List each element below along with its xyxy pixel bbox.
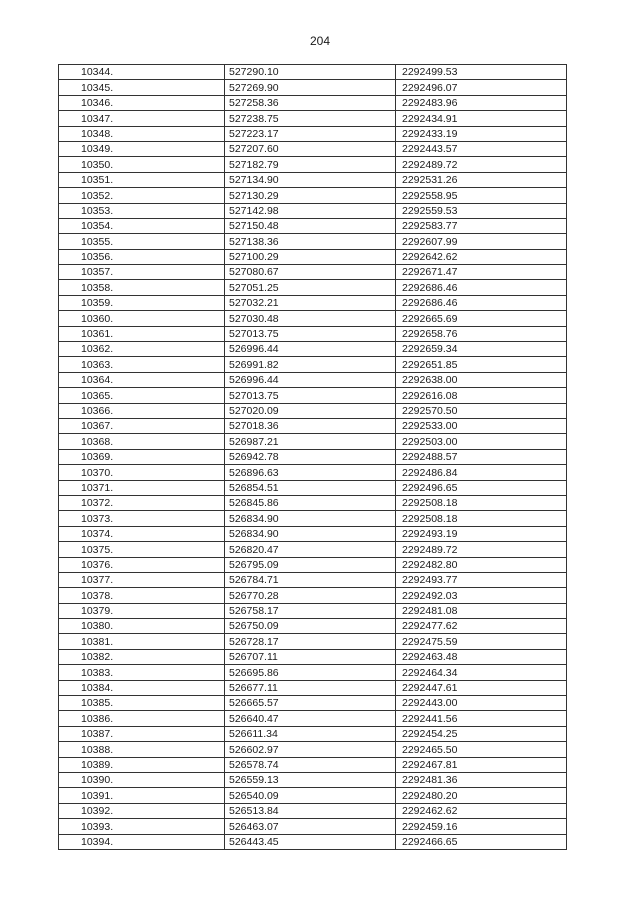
x-coordinate-cell: 527138.36 xyxy=(225,234,396,249)
point-number-cell: 10367. xyxy=(59,418,225,433)
point-number-cell: 10355. xyxy=(59,234,225,249)
y-coordinate-cell: 2292496.07 xyxy=(396,80,567,95)
point-number-cell: 10349. xyxy=(59,141,225,156)
x-coordinate-cell: 526770.28 xyxy=(225,588,396,603)
point-number-cell: 10392. xyxy=(59,803,225,818)
point-number-cell: 10380. xyxy=(59,619,225,634)
coordinates-table xyxy=(58,64,567,850)
x-coordinate-cell: 526834.90 xyxy=(225,511,396,526)
table-row xyxy=(59,80,567,95)
table-row xyxy=(59,65,567,80)
point-number-cell: 10373. xyxy=(59,511,225,526)
point-number-cell: 10394. xyxy=(59,834,225,849)
table-row xyxy=(59,649,567,664)
y-coordinate-cell: 2292583.77 xyxy=(396,218,567,233)
y-coordinate-cell: 2292558.95 xyxy=(396,188,567,203)
table-row xyxy=(59,157,567,172)
point-number-cell: 10358. xyxy=(59,280,225,295)
point-number-cell: 10365. xyxy=(59,388,225,403)
table-row xyxy=(59,203,567,218)
table-row xyxy=(59,188,567,203)
y-coordinate-cell: 2292503.00 xyxy=(396,434,567,449)
x-coordinate-cell: 527238.75 xyxy=(225,111,396,126)
x-coordinate-cell: 527207.60 xyxy=(225,141,396,156)
y-coordinate-cell: 2292477.62 xyxy=(396,619,567,634)
y-coordinate-cell: 2292482.80 xyxy=(396,557,567,572)
table-row xyxy=(59,141,567,156)
x-coordinate-cell: 527032.21 xyxy=(225,295,396,310)
y-coordinate-cell: 2292481.36 xyxy=(396,772,567,787)
table-row xyxy=(59,403,567,418)
table-row xyxy=(59,619,567,634)
y-coordinate-cell: 2292533.00 xyxy=(396,418,567,433)
table-row xyxy=(59,418,567,433)
table-row xyxy=(59,372,567,387)
point-number-cell: 10346. xyxy=(59,95,225,110)
x-coordinate-cell: 526758.17 xyxy=(225,603,396,618)
point-number-cell: 10360. xyxy=(59,311,225,326)
point-number-cell: 10385. xyxy=(59,696,225,711)
x-coordinate-cell: 526896.63 xyxy=(225,465,396,480)
table-row xyxy=(59,480,567,495)
x-coordinate-cell: 526611.34 xyxy=(225,726,396,741)
y-coordinate-cell: 2292651.85 xyxy=(396,357,567,372)
table-row xyxy=(59,726,567,741)
x-coordinate-cell: 526942.78 xyxy=(225,449,396,464)
y-coordinate-cell: 2292671.47 xyxy=(396,265,567,280)
y-coordinate-cell: 2292480.20 xyxy=(396,788,567,803)
point-number-cell: 10372. xyxy=(59,495,225,510)
x-coordinate-cell: 527080.67 xyxy=(225,265,396,280)
point-number-cell: 10344. xyxy=(59,65,225,80)
y-coordinate-cell: 2292443.00 xyxy=(396,696,567,711)
x-coordinate-cell: 527223.17 xyxy=(225,126,396,141)
y-coordinate-cell: 2292531.26 xyxy=(396,172,567,187)
y-coordinate-cell: 2292559.53 xyxy=(396,203,567,218)
point-number-cell: 10382. xyxy=(59,649,225,664)
x-coordinate-cell: 527142.98 xyxy=(225,203,396,218)
table-row xyxy=(59,495,567,510)
x-coordinate-cell: 527051.25 xyxy=(225,280,396,295)
x-coordinate-cell: 526443.45 xyxy=(225,834,396,849)
y-coordinate-cell: 2292447.61 xyxy=(396,680,567,695)
table-row xyxy=(59,603,567,618)
table-row xyxy=(59,803,567,818)
y-coordinate-cell: 2292508.18 xyxy=(396,511,567,526)
point-number-cell: 10364. xyxy=(59,372,225,387)
point-number-cell: 10369. xyxy=(59,449,225,464)
x-coordinate-cell: 526996.44 xyxy=(225,342,396,357)
point-number-cell: 10345. xyxy=(59,80,225,95)
y-coordinate-cell: 2292607.99 xyxy=(396,234,567,249)
x-coordinate-cell: 526854.51 xyxy=(225,480,396,495)
y-coordinate-cell: 2292481.08 xyxy=(396,603,567,618)
point-number-cell: 10353. xyxy=(59,203,225,218)
y-coordinate-cell: 2292493.77 xyxy=(396,572,567,587)
table-row xyxy=(59,388,567,403)
x-coordinate-cell: 527290.10 xyxy=(225,65,396,80)
x-coordinate-cell: 527134.90 xyxy=(225,172,396,187)
point-number-cell: 10361. xyxy=(59,326,225,341)
table-row xyxy=(59,357,567,372)
x-coordinate-cell: 526513.84 xyxy=(225,803,396,818)
x-coordinate-cell: 526820.47 xyxy=(225,542,396,557)
table-row xyxy=(59,696,567,711)
table-row xyxy=(59,772,567,787)
table-row xyxy=(59,465,567,480)
x-coordinate-cell: 527150.48 xyxy=(225,218,396,233)
y-coordinate-cell: 2292658.76 xyxy=(396,326,567,341)
point-number-cell: 10389. xyxy=(59,757,225,772)
coordinates-table-body xyxy=(59,65,567,850)
x-coordinate-cell: 526728.17 xyxy=(225,634,396,649)
x-coordinate-cell: 527020.09 xyxy=(225,403,396,418)
point-number-cell: 10356. xyxy=(59,249,225,264)
table-row xyxy=(59,542,567,557)
y-coordinate-cell: 2292483.96 xyxy=(396,95,567,110)
x-coordinate-cell: 526540.09 xyxy=(225,788,396,803)
y-coordinate-cell: 2292459.16 xyxy=(396,819,567,834)
y-coordinate-cell: 2292508.18 xyxy=(396,495,567,510)
point-number-cell: 10357. xyxy=(59,265,225,280)
x-coordinate-cell: 526987.21 xyxy=(225,434,396,449)
x-coordinate-cell: 526707.11 xyxy=(225,649,396,664)
x-coordinate-cell: 526559.13 xyxy=(225,772,396,787)
x-coordinate-cell: 526845.86 xyxy=(225,495,396,510)
point-number-cell: 10390. xyxy=(59,772,225,787)
table-row xyxy=(59,265,567,280)
point-number-cell: 10379. xyxy=(59,603,225,618)
table-row xyxy=(59,280,567,295)
x-coordinate-cell: 526695.86 xyxy=(225,665,396,680)
table-row xyxy=(59,218,567,233)
point-number-cell: 10348. xyxy=(59,126,225,141)
x-coordinate-cell: 526602.97 xyxy=(225,742,396,757)
point-number-cell: 10371. xyxy=(59,480,225,495)
x-coordinate-cell: 526795.09 xyxy=(225,557,396,572)
y-coordinate-cell: 2292441.56 xyxy=(396,711,567,726)
point-number-cell: 10387. xyxy=(59,726,225,741)
y-coordinate-cell: 2292475.59 xyxy=(396,634,567,649)
x-coordinate-cell: 526991.82 xyxy=(225,357,396,372)
table-row xyxy=(59,634,567,649)
table-row xyxy=(59,788,567,803)
y-coordinate-cell: 2292463.48 xyxy=(396,649,567,664)
y-coordinate-cell: 2292642.62 xyxy=(396,249,567,264)
point-number-cell: 10359. xyxy=(59,295,225,310)
x-coordinate-cell: 527130.29 xyxy=(225,188,396,203)
table-row xyxy=(59,342,567,357)
table-row xyxy=(59,665,567,680)
y-coordinate-cell: 2292638.00 xyxy=(396,372,567,387)
point-number-cell: 10376. xyxy=(59,557,225,572)
y-coordinate-cell: 2292489.72 xyxy=(396,542,567,557)
table-row xyxy=(59,742,567,757)
y-coordinate-cell: 2292434.91 xyxy=(396,111,567,126)
table-row xyxy=(59,711,567,726)
x-coordinate-cell: 526677.11 xyxy=(225,680,396,695)
y-coordinate-cell: 2292464.34 xyxy=(396,665,567,680)
table-row xyxy=(59,326,567,341)
x-coordinate-cell: 527100.29 xyxy=(225,249,396,264)
y-coordinate-cell: 2292454.25 xyxy=(396,726,567,741)
table-row xyxy=(59,172,567,187)
y-coordinate-cell: 2292486.84 xyxy=(396,465,567,480)
point-number-cell: 10381. xyxy=(59,634,225,649)
point-number-cell: 10370. xyxy=(59,465,225,480)
page-number: 204 xyxy=(309,34,331,48)
x-coordinate-cell: 527269.90 xyxy=(225,80,396,95)
x-coordinate-cell: 527018.36 xyxy=(225,418,396,433)
x-coordinate-cell: 526750.09 xyxy=(225,619,396,634)
y-coordinate-cell: 2292443.57 xyxy=(396,141,567,156)
x-coordinate-cell: 527013.75 xyxy=(225,326,396,341)
x-coordinate-cell: 526665.57 xyxy=(225,696,396,711)
table-row xyxy=(59,311,567,326)
table-row xyxy=(59,526,567,541)
x-coordinate-cell: 526578.74 xyxy=(225,757,396,772)
point-number-cell: 10378. xyxy=(59,588,225,603)
point-number-cell: 10391. xyxy=(59,788,225,803)
point-number-cell: 10384. xyxy=(59,680,225,695)
y-coordinate-cell: 2292492.03 xyxy=(396,588,567,603)
x-coordinate-cell: 527182.79 xyxy=(225,157,396,172)
point-number-cell: 10374. xyxy=(59,526,225,541)
table-row xyxy=(59,680,567,695)
table-row xyxy=(59,126,567,141)
point-number-cell: 10363. xyxy=(59,357,225,372)
point-number-cell: 10388. xyxy=(59,742,225,757)
x-coordinate-cell: 526784.71 xyxy=(225,572,396,587)
point-number-cell: 10354. xyxy=(59,218,225,233)
table-row xyxy=(59,449,567,464)
point-number-cell: 10375. xyxy=(59,542,225,557)
y-coordinate-cell: 2292465.50 xyxy=(396,742,567,757)
y-coordinate-cell: 2292433.19 xyxy=(396,126,567,141)
table-row xyxy=(59,819,567,834)
table-row xyxy=(59,234,567,249)
y-coordinate-cell: 2292467.81 xyxy=(396,757,567,772)
y-coordinate-cell: 2292686.46 xyxy=(396,295,567,310)
table-row xyxy=(59,434,567,449)
x-coordinate-cell: 527030.48 xyxy=(225,311,396,326)
table-row xyxy=(59,511,567,526)
x-coordinate-cell: 526996.44 xyxy=(225,372,396,387)
x-coordinate-cell: 526834.90 xyxy=(225,526,396,541)
table-row xyxy=(59,111,567,126)
table-row xyxy=(59,757,567,772)
y-coordinate-cell: 2292488.57 xyxy=(396,449,567,464)
point-number-cell: 10383. xyxy=(59,665,225,680)
y-coordinate-cell: 2292499.53 xyxy=(396,65,567,80)
point-number-cell: 10386. xyxy=(59,711,225,726)
x-coordinate-cell: 527258.36 xyxy=(225,95,396,110)
table-row xyxy=(59,557,567,572)
point-number-cell: 10350. xyxy=(59,157,225,172)
table-row xyxy=(59,95,567,110)
y-coordinate-cell: 2292665.69 xyxy=(396,311,567,326)
y-coordinate-cell: 2292570.50 xyxy=(396,403,567,418)
point-number-cell: 10366. xyxy=(59,403,225,418)
y-coordinate-cell: 2292462.62 xyxy=(396,803,567,818)
y-coordinate-cell: 2292496.65 xyxy=(396,480,567,495)
y-coordinate-cell: 2292659.34 xyxy=(396,342,567,357)
x-coordinate-cell: 526640.47 xyxy=(225,711,396,726)
y-coordinate-cell: 2292616.08 xyxy=(396,388,567,403)
table-row xyxy=(59,295,567,310)
point-number-cell: 10351. xyxy=(59,172,225,187)
table-row xyxy=(59,834,567,849)
x-coordinate-cell: 526463.07 xyxy=(225,819,396,834)
y-coordinate-cell: 2292489.72 xyxy=(396,157,567,172)
y-coordinate-cell: 2292493.19 xyxy=(396,526,567,541)
point-number-cell: 10347. xyxy=(59,111,225,126)
y-coordinate-cell: 2292686.46 xyxy=(396,280,567,295)
table-row xyxy=(59,249,567,264)
point-number-cell: 10362. xyxy=(59,342,225,357)
point-number-cell: 10352. xyxy=(59,188,225,203)
point-number-cell: 10368. xyxy=(59,434,225,449)
x-coordinate-cell: 527013.75 xyxy=(225,388,396,403)
point-number-cell: 10393. xyxy=(59,819,225,834)
table-row xyxy=(59,588,567,603)
table-row xyxy=(59,572,567,587)
y-coordinate-cell: 2292466.65 xyxy=(396,834,567,849)
point-number-cell: 10377. xyxy=(59,572,225,587)
